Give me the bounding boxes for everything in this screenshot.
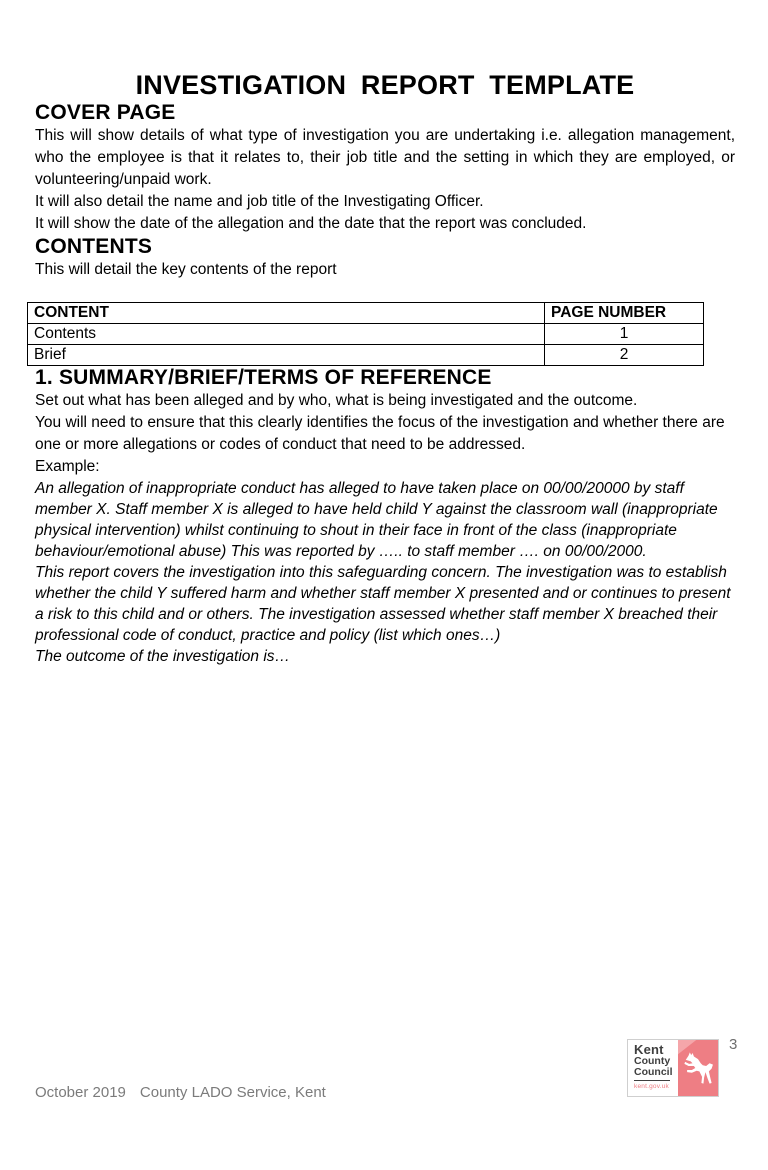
table-cell-page: 2 <box>545 345 704 366</box>
example-paragraph-2: This report covers the investigation into this safeguarding concern. The investigation was to establish whether the child Y suffered harm and whether staff member X presented and or continues to present a risk to this child and or others. The investigation assessed whether staff member X breached their professional code of conduct, practice and policy (list which ones…) <box>35 564 731 644</box>
contents-table-header-row <box>28 303 704 324</box>
document-title: INVESTIGATION REPORT TEMPLATE <box>135 70 635 100</box>
logo-line-county: County <box>634 1055 671 1067</box>
cover-paragraph-1: This will show details of what type of investigation you are undertaking i.e. allegation management, who the employee is that it relates to, their job title and the setting in which they are employed, or volunteering/unpaid work. <box>35 127 735 188</box>
kent-invicta-horse-icon <box>681 1045 715 1091</box>
logo-divider <box>634 1080 670 1081</box>
summary-paragraph-2: You will need to ensure that this clearly identifies the focus of the investigation and whether there are one or more allegations or codes of conduct that need to be addressed. <box>35 414 725 453</box>
contents-table-header-page-number: PAGE NUMBER <box>545 303 704 324</box>
summary-paragraph-1: Set out what has been alleged and by who, what is being investigated and the outcome. <box>35 392 638 409</box>
table-cell-page: 1 <box>545 324 704 345</box>
table-row <box>28 324 704 345</box>
summary-heading: 1. SUMMARY/BRIEF/TERMS OF REFERENCE <box>35 366 492 389</box>
logo-text-panel <box>628 1040 678 1096</box>
footer-service-name: County LADO Service, Kent <box>139 1084 326 1101</box>
example-paragraph-1: An allegation of inappropriate conduct has alleged to have taken place on 00/00/20000 by staff member X. Staff member X is alleged to have held child Y against the classroom wall (inappropriate physical intervention) whilst continuing to shout in their face in front of the class (inappropriate behaviour/emotional abuse) This was reported by ….. to staff member …. on 00/00/2000. <box>35 480 718 560</box>
contents-intro: This will detail the key contents of the report <box>35 261 337 278</box>
example-label: Example: <box>35 458 100 475</box>
table-row <box>28 345 704 366</box>
contents-table <box>27 302 704 366</box>
page-number: 3 <box>729 1036 738 1053</box>
document-page <box>35 0 735 667</box>
example-paragraph-3: The outcome of the investigation is… <box>35 648 291 665</box>
contents-table-header-content: CONTENT <box>28 303 545 324</box>
footer <box>35 1084 326 1101</box>
table-cell-content: Brief <box>28 345 545 366</box>
cover-paragraph-2: It will also detail the name and job title of the Investigating Officer. <box>35 193 484 210</box>
cover-paragraph-3: It will show the date of the allegation and the date that the report was concluded. <box>35 215 587 232</box>
logo-line-council: Council <box>634 1066 673 1078</box>
logo-line-kent: Kent <box>634 1042 664 1057</box>
kent-county-council-logo <box>627 1039 719 1097</box>
logo-horse-panel <box>678 1040 718 1096</box>
contents-heading: CONTENTS <box>35 235 153 258</box>
cover-page-heading: COVER PAGE <box>35 101 176 124</box>
footer-date: October 2019 <box>35 1084 126 1101</box>
logo-url: kent.gov.uk <box>634 1083 669 1090</box>
table-cell-content: Contents <box>28 324 545 345</box>
